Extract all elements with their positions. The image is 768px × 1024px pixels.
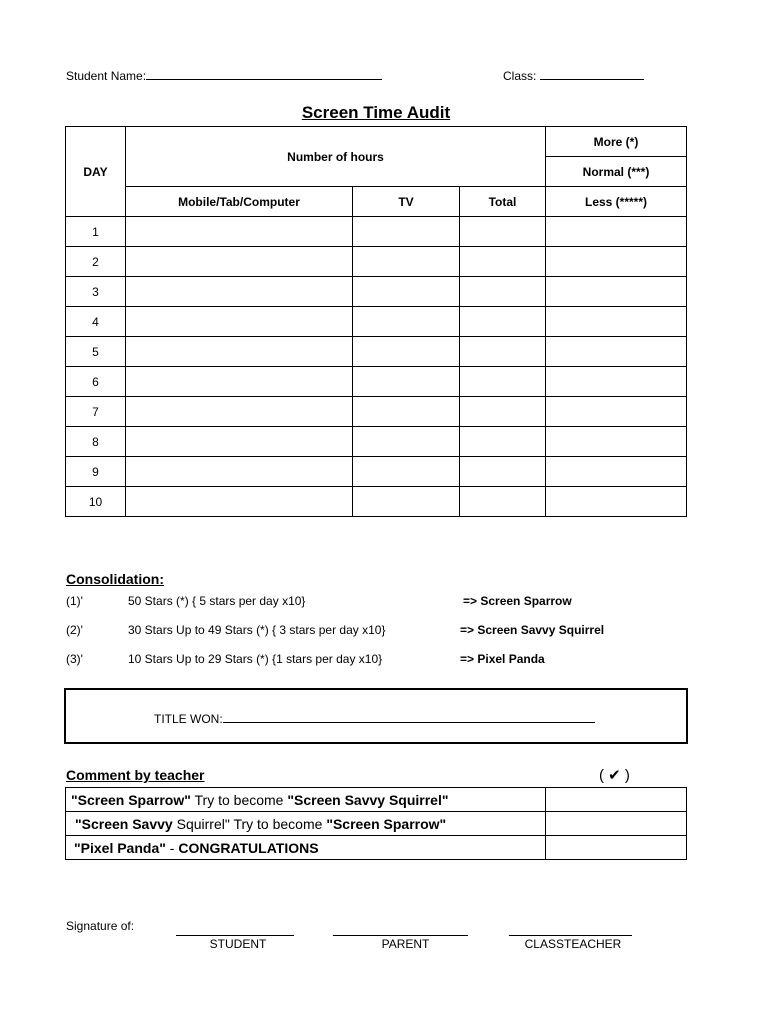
hours-header: Number of hours	[126, 127, 546, 187]
comment-from: "Screen Sparrow"	[71, 791, 191, 808]
column-tv-header: TV	[353, 187, 460, 217]
parent-signature-line[interactable]	[333, 935, 468, 936]
consolidation-num: (2)'	[66, 623, 83, 637]
comment-to: CONGRATULATIONS	[178, 839, 319, 856]
total-cell[interactable]	[460, 487, 546, 517]
column-mobile-header: Mobile/Tab/Computer	[126, 187, 353, 217]
table-row	[66, 217, 687, 247]
rating-cell[interactable]	[546, 277, 687, 307]
mobile-cell[interactable]	[126, 457, 353, 487]
consolidation-title: Consolidation:	[66, 571, 164, 587]
tv-cell[interactable]	[353, 487, 460, 517]
mobile-cell[interactable]	[126, 307, 353, 337]
total-cell[interactable]	[460, 457, 546, 487]
page-title: Screen Time Audit	[301, 103, 451, 122]
rating-cell[interactable]	[546, 337, 687, 367]
consolidation-text: 10 Stars Up to 29 Stars (*) {1 stars per day x10}	[128, 652, 383, 666]
rating-cell[interactable]	[546, 307, 687, 337]
rating-less: Less (*****)	[546, 187, 687, 217]
day-cell: 2	[66, 247, 126, 277]
rating-cell[interactable]	[546, 487, 687, 517]
table-row	[66, 397, 687, 427]
consolidation-num: (1)'	[66, 594, 83, 608]
title-won-box	[64, 688, 688, 744]
total-cell[interactable]	[460, 247, 546, 277]
mobile-cell[interactable]	[126, 487, 353, 517]
total-cell[interactable]	[460, 427, 546, 457]
consolidation-num: (3)'	[66, 652, 83, 666]
table-row	[66, 277, 687, 307]
day-header: DAY	[66, 127, 126, 217]
table-row	[66, 427, 687, 457]
tv-cell[interactable]	[353, 397, 460, 427]
mobile-cell[interactable]	[126, 277, 353, 307]
day-cell: 3	[66, 277, 126, 307]
rating-cell[interactable]	[546, 247, 687, 277]
title-won-line	[223, 710, 595, 723]
table-row	[66, 307, 687, 337]
title-won-field[interactable]	[154, 710, 595, 726]
rating-cell[interactable]	[546, 397, 687, 427]
tv-cell[interactable]	[353, 457, 460, 487]
mobile-cell[interactable]	[126, 247, 353, 277]
rating-cell[interactable]	[546, 427, 687, 457]
comment-to: "Screen Savvy Squirrel"	[287, 791, 449, 808]
day-cell: 10	[66, 487, 126, 517]
mobile-cell[interactable]	[126, 337, 353, 367]
comment-row	[66, 812, 687, 836]
consolidation-result: => Pixel Panda	[460, 652, 545, 666]
total-cell[interactable]	[460, 217, 546, 247]
tick-cell[interactable]	[546, 836, 687, 860]
audit-table	[65, 126, 687, 517]
student-signature-line[interactable]	[176, 935, 294, 936]
day-cell: 5	[66, 337, 126, 367]
day-cell: 1	[66, 217, 126, 247]
column-total-header: Total	[460, 187, 546, 217]
consolidation-result: => Screen Savvy Squirrel	[460, 623, 605, 637]
consolidation-text: 50 Stars (*) { 5 stars per day x10}	[128, 594, 306, 608]
parent-signature-label: PARENT	[381, 937, 430, 951]
table-row	[66, 367, 687, 397]
comment-to: "Screen Sparrow"	[326, 815, 447, 832]
classteacher-signature-label: CLASSTEACHER	[524, 937, 622, 951]
mobile-cell[interactable]	[126, 397, 353, 427]
comment-from: "Pixel Panda"	[74, 839, 166, 856]
mobile-cell[interactable]	[126, 217, 353, 247]
tv-cell[interactable]	[353, 277, 460, 307]
day-cell: 6	[66, 367, 126, 397]
tv-cell[interactable]	[353, 367, 460, 397]
signature-label: Signature of:	[66, 919, 135, 933]
comment-row	[66, 836, 687, 860]
total-cell[interactable]	[460, 367, 546, 397]
comment-middle: -	[165, 839, 179, 856]
class-line	[540, 67, 644, 80]
total-cell[interactable]	[460, 277, 546, 307]
mobile-cell[interactable]	[126, 427, 353, 457]
header-row	[66, 187, 687, 217]
table-row	[66, 247, 687, 277]
class-field	[503, 67, 644, 83]
tick-cell[interactable]	[546, 812, 687, 836]
consolidation-text: 30 Stars Up to 49 Stars (*) { 3 stars per day x10}	[128, 623, 386, 637]
day-cell: 4	[66, 307, 126, 337]
total-cell[interactable]	[460, 397, 546, 427]
comment-text	[66, 812, 546, 836]
comment-middle: Squirrel" Try to become	[172, 815, 327, 832]
title-won-label: TITLE WON:	[154, 712, 223, 726]
rating-normal: Normal (***)	[546, 157, 687, 187]
table-row	[66, 457, 687, 487]
total-cell[interactable]	[460, 337, 546, 367]
day-cell: 8	[66, 427, 126, 457]
comment-text	[66, 788, 546, 812]
comment-title: Comment by teacher	[66, 767, 205, 783]
comment-table	[65, 787, 687, 860]
student-name-label: Student Name:	[66, 69, 147, 83]
classteacher-signature-line[interactable]	[509, 935, 632, 936]
tv-cell[interactable]	[353, 217, 460, 247]
consolidation-result: => Screen Sparrow	[463, 594, 572, 608]
day-cell: 9	[66, 457, 126, 487]
tv-cell[interactable]	[353, 247, 460, 277]
comment-middle: Try to become	[190, 791, 288, 808]
student-name-line	[146, 67, 382, 80]
comment-from: "Screen Savvy	[75, 815, 173, 832]
tick-header: ( ✔ )	[599, 767, 630, 784]
tv-cell[interactable]	[353, 337, 460, 367]
rating-cell[interactable]	[546, 457, 687, 487]
rating-cell[interactable]	[546, 367, 687, 397]
tick-cell[interactable]	[546, 788, 687, 812]
student-signature-label: STUDENT	[209, 937, 267, 951]
mobile-cell[interactable]	[126, 367, 353, 397]
rating-cell[interactable]	[546, 217, 687, 247]
comment-row	[66, 788, 687, 812]
tv-cell[interactable]	[353, 307, 460, 337]
student-name-field	[66, 67, 382, 83]
day-cell: 7	[66, 397, 126, 427]
rating-more: More (*)	[546, 127, 687, 157]
comment-text	[66, 836, 546, 860]
tv-cell[interactable]	[353, 427, 460, 457]
total-cell[interactable]	[460, 307, 546, 337]
table-row	[66, 337, 687, 367]
table-row	[66, 487, 687, 517]
header-row	[66, 127, 687, 157]
class-label: Class:	[503, 69, 537, 83]
